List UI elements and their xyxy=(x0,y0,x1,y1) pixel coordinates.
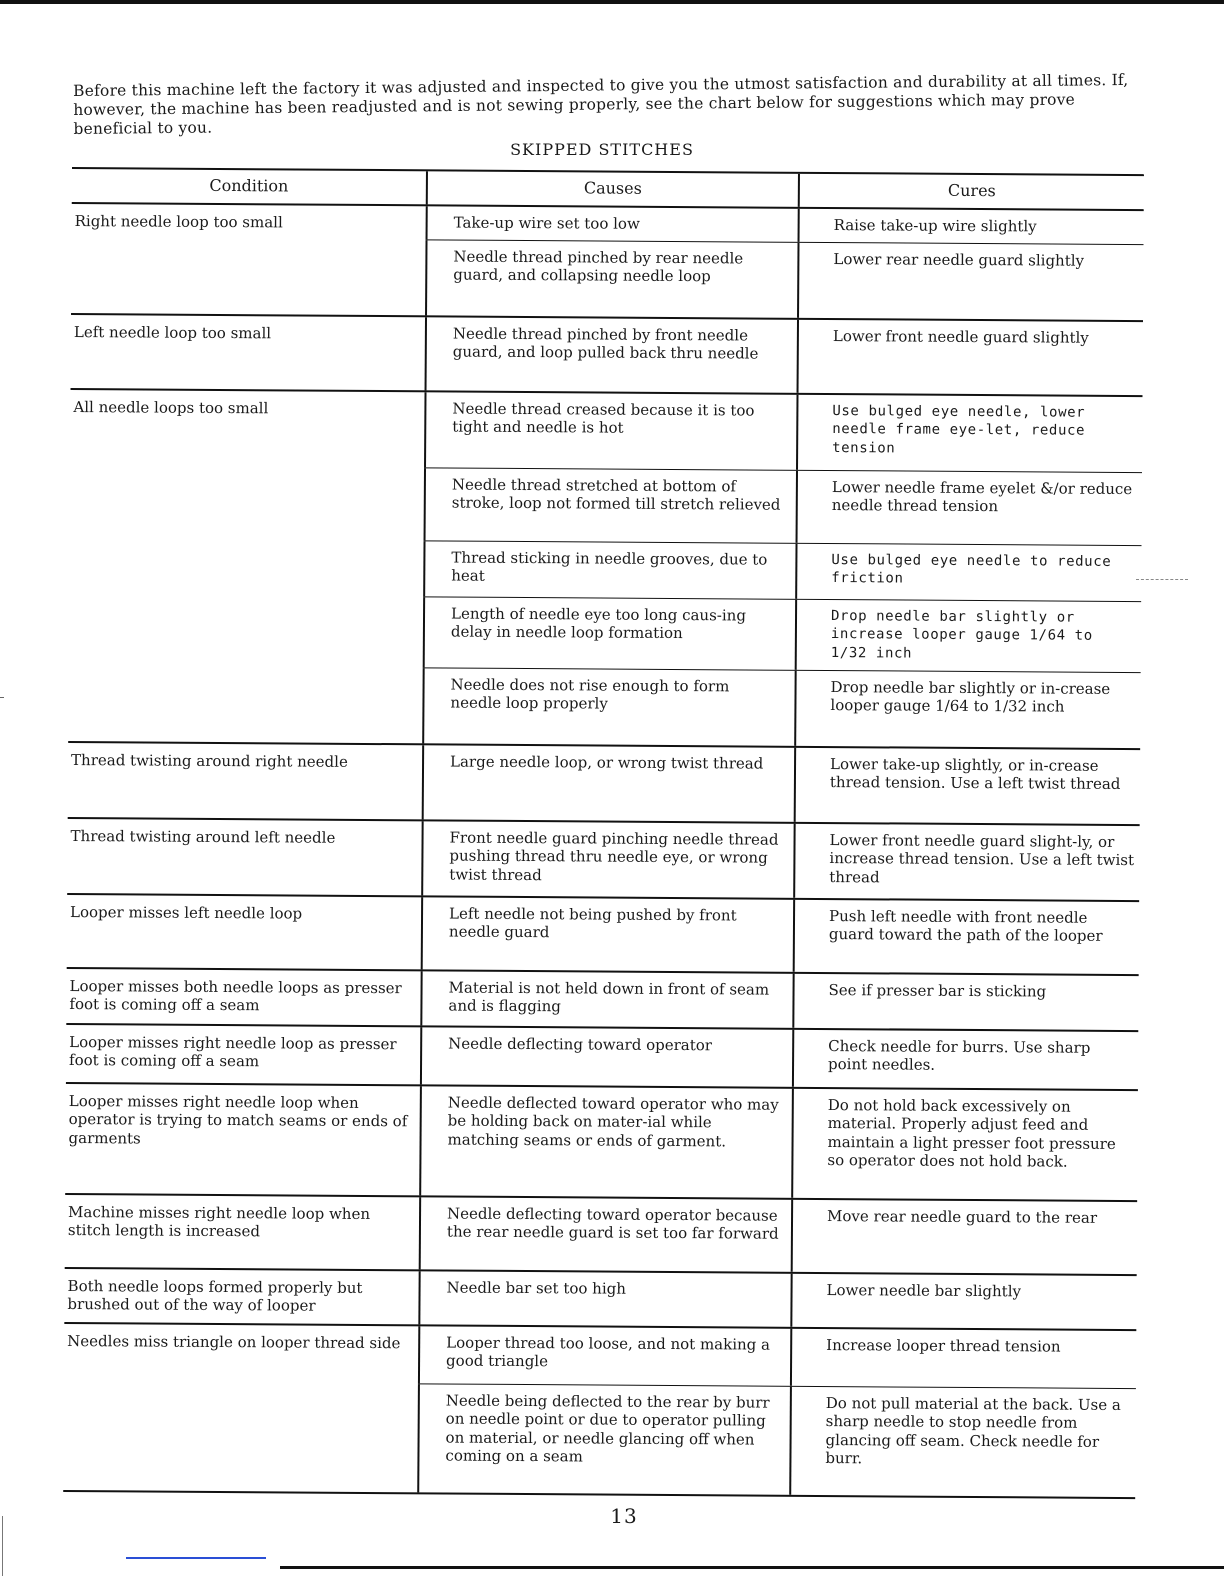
cause-cell: Looper thread too loose, and not making a good triangle xyxy=(418,1326,790,1385)
table-group xyxy=(66,1025,1138,1091)
cure-cell: Drop needle bar slightly or increase looper gauge 1/64 to 1/32 inch xyxy=(795,600,1141,672)
table-row xyxy=(418,1271,1136,1329)
table-row xyxy=(424,392,1142,472)
cure-cell: Lower take-up slightly, or in-crease thread tension. Use a left twist thread xyxy=(794,748,1140,824)
cause-cell: Needle thread pinched by rear needle guard, and collapsing needle loop xyxy=(425,240,797,317)
cure-cell: Drop needle bar slightly or in-crease looper gauge 1/64 to 1/32 inch xyxy=(794,671,1140,748)
cause-cell: Needle does not rise enough to form needle loop properly xyxy=(422,668,794,745)
cause-cell: Take-up wire set too low xyxy=(426,206,798,241)
table-row xyxy=(421,897,1139,974)
table-group xyxy=(68,390,1142,750)
condition-cell: Machine misses right needle loop when stitch length is increased xyxy=(67,1202,371,1241)
cause-cell: Large needle loop, or wrong twist thread xyxy=(422,745,794,821)
cure-cell: Do not pull material at the back. Use a sharp needle to stop needle from glancing off seam. Check needle for burr. xyxy=(789,1387,1136,1497)
header-condition: Condition xyxy=(209,176,289,196)
condition-cell: Looper misses left needle loop xyxy=(69,903,303,923)
condition-cell: Looper misses right needle loop when operator is trying to match seams or ends of garments xyxy=(68,1091,408,1148)
cure-cell: Lower needle bar slightly xyxy=(790,1274,1136,1329)
table-row xyxy=(420,1027,1138,1089)
table-row xyxy=(420,971,1138,1030)
table-group xyxy=(65,1084,1138,1202)
cause-cell: Thread sticking in needle grooves, due to heat xyxy=(423,541,795,598)
cure-cell: See if presser bar is sticking xyxy=(792,974,1138,1030)
table-row xyxy=(424,467,1142,545)
condition-cell: Looper misses both needle loops as presser foot is coming off a seam xyxy=(69,977,402,1015)
table-group xyxy=(65,1195,1137,1276)
table-group xyxy=(71,204,1144,322)
condition-cell: All needle loops too small xyxy=(73,398,269,418)
cure-cell: Lower front needle guard slightly xyxy=(797,320,1143,395)
table-row xyxy=(423,540,1141,601)
cause-cell: Needle deflected toward operator who may be holding back on mater-ial while matching seams or ends of garment. xyxy=(419,1086,792,1197)
condition-cell: Needles miss triangle on looper thread side xyxy=(67,1331,401,1353)
cause-cell: Needle thread pinched by front needle guard, and loop pulled back thru needle xyxy=(425,317,797,392)
cure-cell: Lower needle frame eyelet &/or reduce needle thread tension xyxy=(796,471,1142,545)
cause-cell: Front needle guard pinching needle thread pushing thread thru needle eye, or wrong twist thread xyxy=(421,821,793,897)
table-row xyxy=(422,667,1140,748)
cure-cell: Move rear needle guard to the rear xyxy=(791,1200,1137,1274)
table-group xyxy=(64,1269,1136,1331)
table-row xyxy=(421,821,1139,900)
cure-cell: Lower rear needle guard slightly xyxy=(797,243,1143,320)
table-row xyxy=(425,317,1143,395)
table-row xyxy=(418,1326,1136,1388)
table-row xyxy=(423,596,1141,672)
condition-cell: Right needle loop too small xyxy=(74,212,283,232)
table-group xyxy=(67,895,1139,976)
table-row xyxy=(419,1086,1138,1200)
scan-blue-line xyxy=(126,1557,266,1559)
table-group xyxy=(66,969,1138,1032)
cause-cell: Needle deflecting toward operator xyxy=(420,1027,792,1086)
table-group xyxy=(71,315,1143,397)
top-edge-rule xyxy=(0,0,1224,4)
cause-cell: Needle being deflected to the rear by burr on needle point or due to operator pulling on material, or needle glancing off when coming on a seam xyxy=(417,1384,790,1494)
scan-mark xyxy=(1136,579,1188,580)
condition-cell: Left needle loop too small xyxy=(73,323,272,343)
cure-cell: Raise take-up wire slightly xyxy=(798,209,1144,244)
cause-cell: Needle thread stretched at bottom of stroke, loop not formed till stretch relieved xyxy=(424,468,796,542)
cause-cell: Needle thread creased because it is too tight and needle is hot xyxy=(424,392,796,469)
table-group xyxy=(63,1324,1136,1499)
table-row xyxy=(419,1197,1137,1274)
table-row xyxy=(425,239,1143,320)
condition-cell: Looper misses right needle loop as presser foot is coming off a seam xyxy=(69,1033,397,1071)
header-causes: Causes xyxy=(426,171,798,206)
intro-paragraph: Before this machine left the factory it was adjusted and inspected to give you the utmost satisfaction and durability at all times. If, however, the machine has been readjusted and is not sewing properly, see the chart below for suggestions which may prove beneficial to you. xyxy=(73,70,1129,138)
table-group xyxy=(67,819,1139,902)
table-row xyxy=(422,745,1140,824)
cause-cell: Material is not held down in front of seam and is flagging xyxy=(420,971,792,1027)
bottom-edge-rule xyxy=(280,1566,1224,1569)
table-row xyxy=(426,206,1144,244)
table-group xyxy=(68,743,1140,826)
header-cures: Cures xyxy=(798,174,1144,209)
troubleshooting-table xyxy=(63,167,1144,1499)
cure-cell: Check needle for burrs. Use sharp point needles. xyxy=(792,1030,1138,1089)
cure-cell: Do not hold back excessively on material. Properly adjust feed and maintain a light presser foot pressure so operator does not hold back. xyxy=(791,1089,1138,1200)
condition-cell: Thread twisting around left needle xyxy=(70,827,336,847)
cure-cell: Use bulged eye needle to reduce friction xyxy=(795,544,1141,601)
cure-cell: Lower front needle guard slight-ly, or increase thread tension. Use a left twist thread xyxy=(793,824,1139,900)
cause-cell: Needle bar set too high xyxy=(418,1271,790,1326)
scan-mark xyxy=(0,697,4,698)
condition-cell: Thread twisting around right needle xyxy=(71,751,348,771)
cure-cell: Increase looper thread tension xyxy=(790,1329,1136,1388)
table-row xyxy=(417,1383,1136,1497)
condition-cell: Both needle loops formed properly but brushed out of the way of looper xyxy=(67,1276,363,1316)
section-title: SKIPPED STITCHES xyxy=(510,140,694,159)
cure-cell: Push left needle with front needle guard toward the path of the looper xyxy=(793,900,1139,974)
cause-cell: Length of needle eye too long caus-ing delay in needle loop formation xyxy=(423,597,795,669)
page-number: 13 xyxy=(610,1504,638,1528)
cure-cell: Use bulged eye needle, lower needle frame eye-let, reduce tension xyxy=(796,395,1142,472)
scan-edge-line xyxy=(2,1516,3,1576)
cause-cell: Left needle not being pushed by front needle guard xyxy=(421,897,793,971)
cause-cell: Needle deflecting toward operator because the rear needle guard is set too far forward xyxy=(419,1197,791,1271)
